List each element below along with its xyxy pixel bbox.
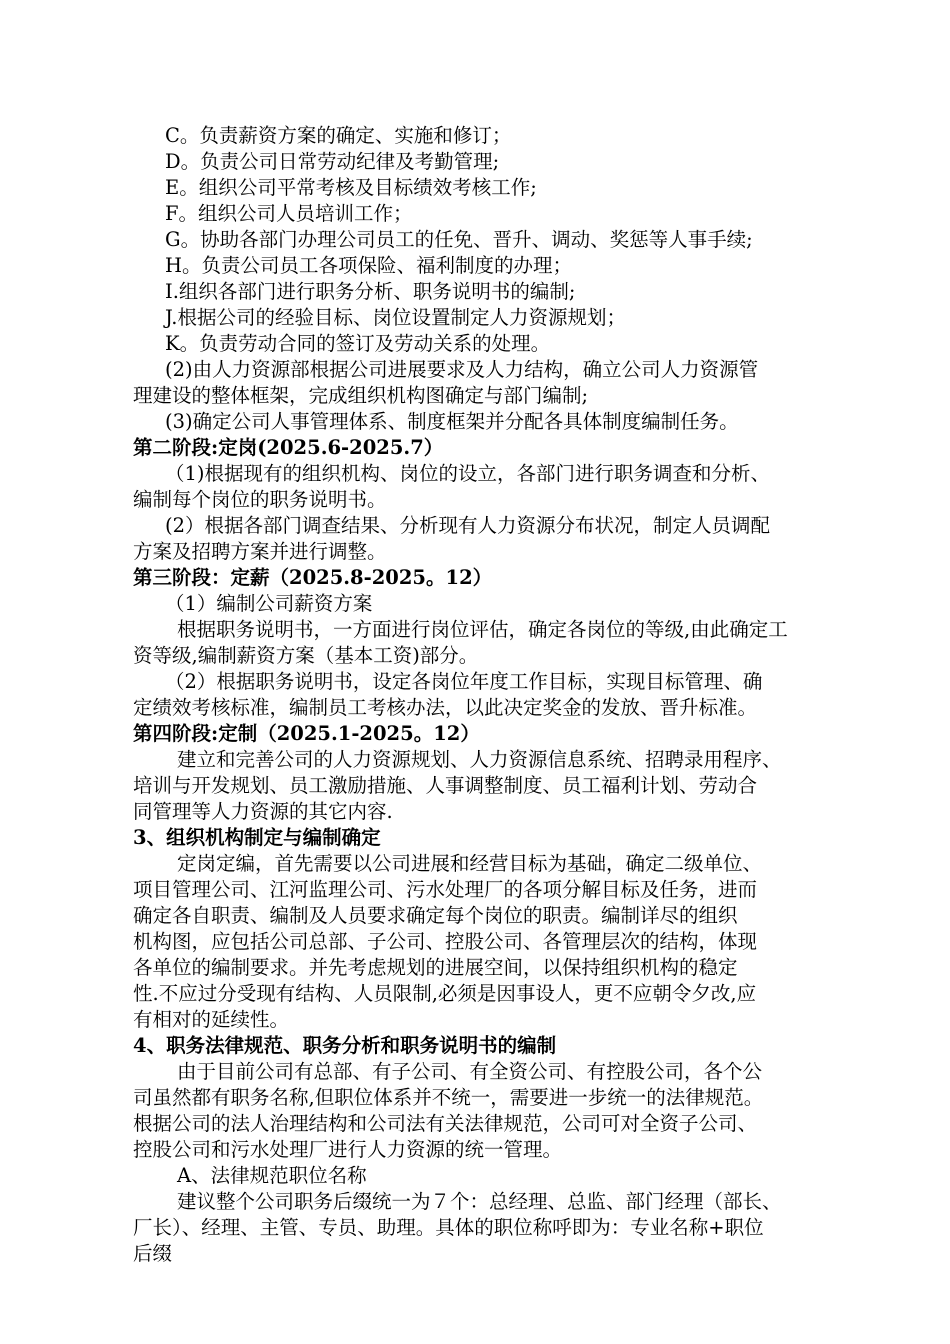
section-heading-stage-2: 第二阶段:定岗(2025.6-2025.7）: [133, 436, 444, 459]
duty-item-k: K。负责劳动合同的签订及劳动关系的处理。: [165, 332, 551, 355]
duty-item-g: G。协助各部门办理公司员工的任免、晋升、调动、奖惩等人事手续;: [165, 228, 753, 251]
duty-item-d: D。负责公司日常劳动纪律及考勤管理;: [165, 150, 500, 173]
paragraph-line: （2）根据职务说明书，设定各岗位年度工作目标，实现目标管理、确: [165, 670, 763, 693]
paragraph-line: 方案及招聘方案并进行调整。: [133, 540, 387, 563]
paragraph-line: 建立和完善公司的人力资源规划、人力资源信息系统、招聘录用程序、: [177, 748, 782, 771]
section-heading-3: 3、组织机构制定与编制确定: [133, 826, 381, 849]
duty-item-j: J.根据公司的经验目标、岗位设置制定人力资源规划；: [165, 306, 627, 329]
paragraph-line: 有相对的延续性。: [133, 1008, 290, 1031]
paragraph-line: 编制每个岗位的职务说明书。: [133, 488, 387, 511]
paragraph-line: 司虽然都有职务名称,但职位体系并不统一，需要进一步统一的法律规范。: [133, 1086, 764, 1109]
paragraph-line: 培训与开发规划、员工激励措施、人事调整制度、员工福利计划、劳动合: [133, 774, 758, 797]
paragraph-line: 项目管理公司、江河监理公司、污水处理厂的各项分解目标及任务，进而: [133, 878, 758, 901]
paragraph-line: 性.不应过分受现有结构、人员限制,必须是因事设人，更不应朝令夕改,应: [133, 982, 757, 1005]
paragraph-line: 厂长）、经理、主管、专员、助理。具体的职位称呼即为：专业名称+职位: [133, 1216, 764, 1239]
paragraph-line: A、法律规范职位名称: [177, 1164, 367, 1187]
duty-item-c: C。负责薪资方案的确定、实施和修订；: [165, 124, 512, 147]
paragraph-line: (2）根据各部门调查结果、分析现有人力资源分布状况，制定人员调配: [165, 514, 771, 537]
paragraph-line: 理建设的整体框架，完成组织机构图确定与部门编制;: [133, 384, 589, 407]
duty-item-e: E。组织公司平常考核及目标绩效考核工作;: [165, 176, 537, 199]
paragraph-line: （1）编制公司薪资方案: [165, 592, 373, 615]
paragraph-line: 资等级,编制薪资方案（基本工资)部分。: [133, 644, 479, 667]
paragraph-line: 同管理等人力资源的其它内容.: [133, 800, 393, 823]
paragraph-line: 机构图，应包括公司总部、子公司、控股公司、各管理层次的结构，体现: [133, 930, 758, 953]
paragraph-line: (3)确定公司人事管理体系、制度框架并分配各具体制度编制任务。: [165, 410, 739, 433]
paragraph-line: （1)根据现有的组织机构、岗位的设立，各部门进行职务调查和分析、: [165, 462, 771, 485]
paragraph-line: 控股公司和污水处理厂进行人力资源的统一管理。: [133, 1138, 563, 1161]
paragraph-line: 各单位的编制要求。并先考虑规划的进展空间，以保持组织机构的稳定: [133, 956, 738, 979]
section-heading-4: 4、职务法律规范、职务分析和职务说明书的编制: [133, 1034, 557, 1057]
duty-item-h: H。负责公司员工各项保险、福利制度的办理；: [165, 254, 573, 277]
paragraph-line: (2)由人力资源部根据公司进展要求及人力结构，确立公司人力资源管: [165, 358, 759, 381]
paragraph-line: 根据职务说明书，一方面进行岗位评估，确定各岗位的等级,由此确定工: [177, 618, 788, 641]
paragraph-line: 定岗定编，首先需要以公司进展和经营目标为基础，确定二级单位、: [177, 852, 763, 875]
paragraph-line: 根据公司的法人治理结构和公司法有关法律规范，公司可对全资子公司、: [133, 1112, 758, 1135]
paragraph-line: 由于目前公司有总部、有子公司、有全资公司、有控股公司，各个公: [177, 1060, 763, 1083]
duty-item-i: I.组织各部门进行职务分析、职务说明书的编制;: [165, 280, 576, 303]
paragraph-line: 确定各自职责、编制及人员要求确定每个岗位的职责。编制详尽的组织: [133, 904, 738, 927]
section-heading-stage-3: 第三阶段：定薪（2025.8-2025。12）: [133, 566, 493, 589]
paragraph-line: 后缀: [133, 1242, 173, 1265]
duty-item-f: F。组织公司人员培训工作；: [165, 202, 413, 225]
paragraph-line: 建议整个公司职务后缀统一为７个：总经理、总监、部门经理（部长、: [177, 1190, 782, 1213]
paragraph-line: 定绩效考核标准，编制员工考核办法，以此决定奖金的发放、晋升标准。: [133, 696, 758, 719]
section-heading-stage-4: 第四阶段:定制（2025.1-2025。12）: [133, 722, 480, 745]
